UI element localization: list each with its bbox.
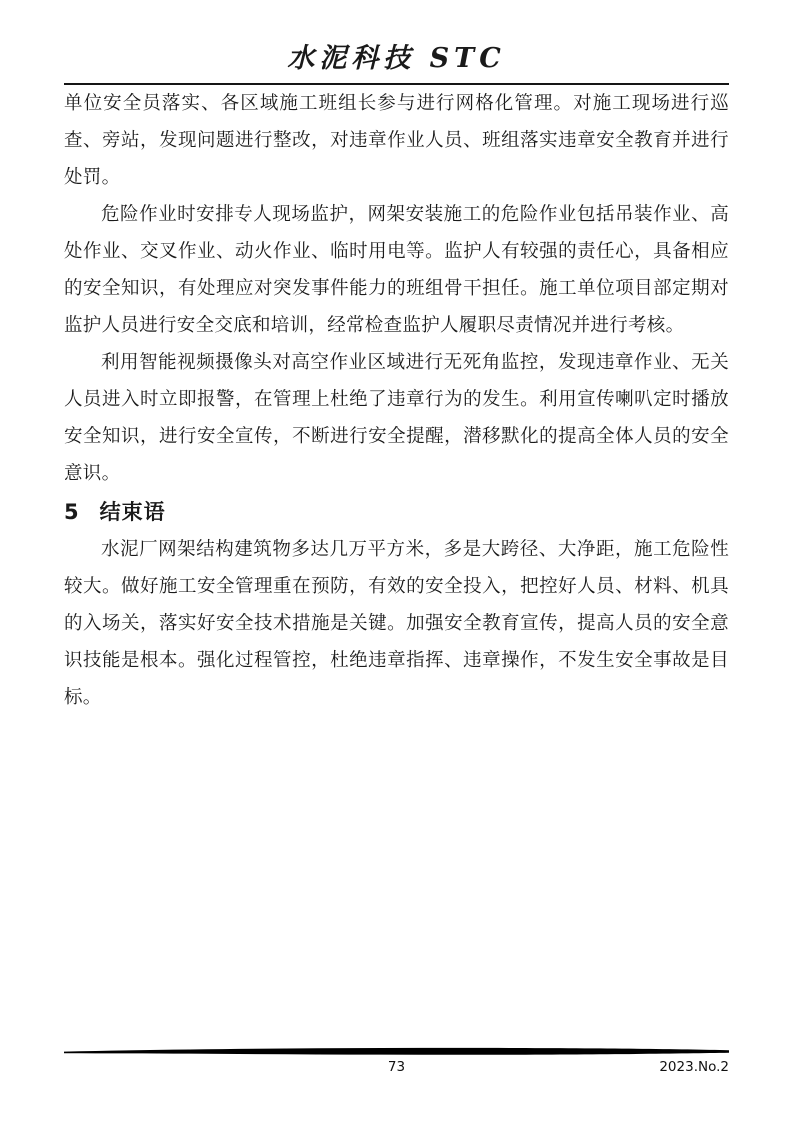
- page-footer: [64, 1046, 729, 1077]
- body-paragraph: 利用智能视频摄像头对高空作业区域进行无死角监控，发现违章作业、无关人员进入时立即报警，在管理上杜绝了违章行为的发生。利用宣传喇叭定时播放安全知识，进行安全宣传，不断进行安全提醒，潜移默化的提高全体人员的安全意识。: [64, 352, 729, 484]
- article-body: [64, 85, 729, 716]
- section-heading: [64, 498, 729, 526]
- section-heading-number: 5: [64, 500, 80, 524]
- footer-rule: [64, 1046, 729, 1056]
- section-heading-title: 结束语: [99, 500, 166, 524]
- body-paragraph: 水泥厂网架结构建筑物多达几万平方米，多是大跨径、大净距，施工危险性较大。做好施工安全管理重在预防，有效的安全投入，把控好人员、材料、机具的入场关，落实好安全技术措施是关键。加强安全教育宣传，提高人员的安全意识技能是根本。强化过程管控，杜绝违章指挥、违章操作，不发生安全事故是目标。: [64, 539, 729, 708]
- footer-meta: [64, 1059, 729, 1077]
- page-number: 73: [387, 1059, 406, 1075]
- body-paragraph: 危险作业时安排专人现场监护，网架安装施工的危险作业包括吊装作业、高处作业、交叉作业、动火作业、临时用电等。监护人有较强的责任心，具备相应的安全知识，有处理应对突发事件能力的班组骨干担任。施工单位项目部定期对监护人员进行安全交底和培训，经常检查监护人履职尽责情况并进行考核。: [64, 204, 729, 336]
- body-paragraph: 单位安全员落实、各区域施工班组长参与进行网格化管理。对施工现场进行巡查、旁站，发现问题进行整改，对违章作业人员、班组落实违章安全教育并进行处罚。: [64, 93, 729, 188]
- issue-number: 2023.No.2: [659, 1059, 729, 1075]
- page-content: [64, 42, 729, 716]
- journal-title: 水泥科技 STC: [287, 43, 506, 74]
